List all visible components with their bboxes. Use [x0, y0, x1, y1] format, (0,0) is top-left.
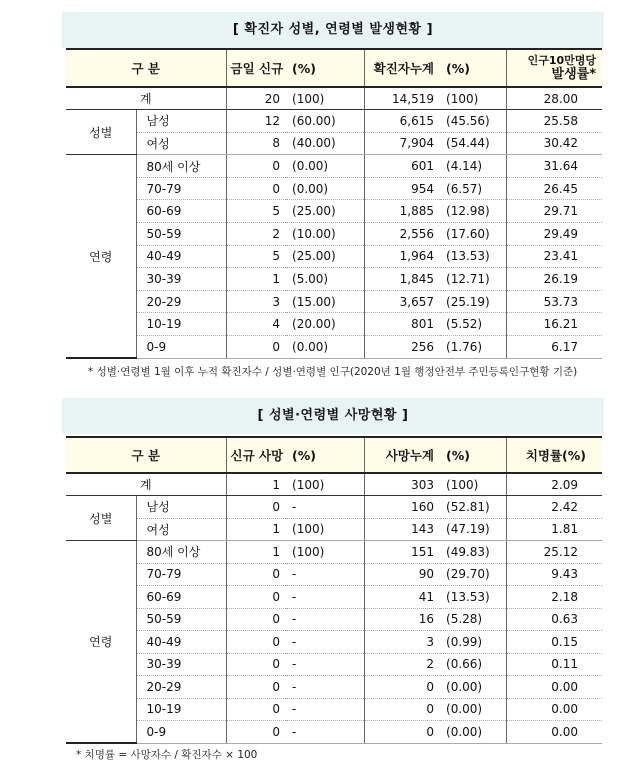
table-body	[66, 87, 602, 358]
cumulative-pct: (0.00)	[440, 721, 506, 744]
new-pct: -	[286, 608, 364, 631]
row-label: 여성	[136, 132, 226, 155]
cumulative-pct: (17.60)	[440, 223, 506, 246]
table-row-age	[66, 223, 602, 246]
section1-title: [ 확진자 성별, 연령별 발생현황 ]	[62, 12, 604, 48]
rate-value: 16.21	[506, 313, 602, 336]
new-pct: (15.00)	[286, 290, 364, 313]
rate-value: 29.49	[506, 223, 602, 246]
rate-value: 25.12	[506, 541, 602, 564]
new-pct: (100)	[286, 87, 364, 110]
new-count: 0	[226, 586, 286, 609]
table-row-gender	[66, 496, 602, 519]
cumulative-count: 14,519	[364, 87, 440, 110]
cumulative-pct: (5.28)	[440, 608, 506, 631]
table-row-age	[66, 155, 602, 178]
row-label: 50-59	[136, 608, 226, 631]
rate-value: 31.64	[506, 155, 602, 178]
new-count: 20	[226, 87, 286, 110]
new-pct: (0.00)	[286, 155, 364, 178]
section2-footnote: * 치명률 = 사망자수 / 확진자수 × 100	[76, 749, 258, 761]
rate-value: 2.18	[506, 586, 602, 609]
cumulative-count: 7,904	[364, 132, 440, 155]
cumulative-count: 16	[364, 608, 440, 631]
cumulative-count: 954	[364, 177, 440, 200]
table-body	[66, 473, 602, 743]
cumulative-pct: (47.19)	[440, 518, 506, 541]
rate-value: 6.17	[506, 336, 602, 359]
new-pct: (0.00)	[286, 336, 364, 359]
cumulative-count: 801	[364, 313, 440, 336]
new-pct: (100)	[286, 541, 364, 564]
table-row-gender	[66, 110, 602, 133]
row-label: 40-49	[136, 245, 226, 268]
cumulative-pct: (6.57)	[440, 177, 506, 200]
table-row-age	[66, 608, 602, 631]
new-count: 0	[226, 336, 286, 359]
cumulative-pct: (0.00)	[440, 698, 506, 721]
section1-footnote: * 성별·연령별 1월 이후 누적 확진자수 / 성별·연령별 인구(2020년 1월 행정안전부 주민등록인구현황 기준)	[88, 366, 578, 378]
table-row-age	[66, 563, 602, 586]
cumulative-pct: (100)	[440, 87, 506, 110]
header-category: 구 분	[66, 49, 226, 87]
new-pct: (40.00)	[286, 132, 364, 155]
confirmed-cases-table	[66, 48, 602, 359]
cumulative-pct: (49.83)	[440, 541, 506, 564]
cumulative-count: 3,657	[364, 290, 440, 313]
rate-value: 25.58	[506, 110, 602, 133]
table-row-age	[66, 721, 602, 744]
row-label: 80세 이상	[136, 155, 226, 178]
row-label: 남성	[136, 110, 226, 133]
rate-value: 0.63	[506, 608, 602, 631]
new-count: 0	[226, 631, 286, 654]
header-pct2: (%)	[440, 49, 506, 87]
new-count: 0	[226, 676, 286, 699]
rate-value: 9.43	[506, 563, 602, 586]
row-label: 여성	[136, 518, 226, 541]
rate-value: 23.41	[506, 245, 602, 268]
rate-value: 0.15	[506, 631, 602, 654]
new-count: 0	[226, 608, 286, 631]
cumulative-count: 90	[364, 563, 440, 586]
new-pct: (60.00)	[286, 110, 364, 133]
new-count: 1	[226, 268, 286, 291]
table-row-age	[66, 200, 602, 223]
cumulative-pct: (1.76)	[440, 336, 506, 359]
table-row-age	[66, 676, 602, 699]
cumulative-count: 256	[364, 336, 440, 359]
cumulative-count: 151	[364, 541, 440, 564]
header-cumulative: 사망누계	[364, 437, 440, 473]
header-cumulative: 확진자누계	[364, 49, 440, 87]
cumulative-count: 303	[364, 473, 440, 496]
row-label-total: 계	[66, 87, 226, 110]
table-row-age	[66, 177, 602, 200]
table-row-age	[66, 290, 602, 313]
header-rate	[506, 49, 602, 87]
rate-value: 0.00	[506, 698, 602, 721]
new-pct: -	[286, 721, 364, 744]
cumulative-pct: (13.53)	[440, 245, 506, 268]
cumulative-count: 143	[364, 518, 440, 541]
cumulative-pct: (54.44)	[440, 132, 506, 155]
cumulative-pct: (52.81)	[440, 496, 506, 519]
new-count: 0	[226, 653, 286, 676]
rate-value: 2.42	[506, 496, 602, 519]
rate-value: 29.71	[506, 200, 602, 223]
deaths-table	[66, 436, 602, 744]
rate-value: 28.00	[506, 87, 602, 110]
header-row	[66, 437, 602, 473]
cumulative-pct: (13.53)	[440, 586, 506, 609]
rate-value: 2.09	[506, 473, 602, 496]
table-row-age	[66, 268, 602, 291]
cumulative-count: 0	[364, 698, 440, 721]
rate-value: 26.19	[506, 268, 602, 291]
cumulative-count: 2	[364, 653, 440, 676]
new-count: 0	[226, 698, 286, 721]
group-label-age: 연령	[66, 155, 136, 358]
new-count: 8	[226, 132, 286, 155]
new-pct: (25.00)	[286, 200, 364, 223]
new-pct: (25.00)	[286, 245, 364, 268]
table-row-age	[66, 541, 602, 564]
new-count: 3	[226, 290, 286, 313]
rate-value: 30.42	[506, 132, 602, 155]
group-label-gender: 성별	[66, 496, 136, 541]
rate-value: 1.81	[506, 518, 602, 541]
header-new-death: 신규 사망	[226, 437, 286, 473]
cumulative-count: 601	[364, 155, 440, 178]
new-pct: -	[286, 563, 364, 586]
cumulative-pct: (12.71)	[440, 268, 506, 291]
cumulative-pct: (4.14)	[440, 155, 506, 178]
group-label-age: 연령	[66, 541, 136, 744]
new-pct: (100)	[286, 518, 364, 541]
new-count: 5	[226, 245, 286, 268]
cumulative-count: 0	[364, 721, 440, 744]
cumulative-count: 3	[364, 631, 440, 654]
rate-value: 0.11	[506, 653, 602, 676]
new-pct: -	[286, 631, 364, 654]
cumulative-count: 1,885	[364, 200, 440, 223]
table-row-total	[66, 87, 602, 110]
new-count: 5	[226, 200, 286, 223]
new-count: 1	[226, 541, 286, 564]
cumulative-pct: (12.98)	[440, 200, 506, 223]
header-pct1: (%)	[286, 437, 364, 473]
new-count: 4	[226, 313, 286, 336]
header-category: 구 분	[66, 437, 226, 473]
row-label: 0-9	[136, 336, 226, 359]
rate-value: 0.00	[506, 721, 602, 744]
rate-value: 0.00	[506, 676, 602, 699]
new-pct: -	[286, 698, 364, 721]
header-rate-line2: 발생률*	[551, 67, 597, 82]
new-pct: (100)	[286, 473, 364, 496]
rate-value: 26.45	[506, 177, 602, 200]
row-label: 50-59	[136, 223, 226, 246]
cumulative-pct: (45.56)	[440, 110, 506, 133]
row-label: 0-9	[136, 721, 226, 744]
row-label: 40-49	[136, 631, 226, 654]
cumulative-pct: (29.70)	[440, 563, 506, 586]
cumulative-count: 160	[364, 496, 440, 519]
header-pct2: (%)	[440, 437, 506, 473]
new-pct: (20.00)	[286, 313, 364, 336]
cumulative-pct: (5.52)	[440, 313, 506, 336]
new-count: 2	[226, 223, 286, 246]
cumulative-pct: (0.00)	[440, 676, 506, 699]
new-count: 0	[226, 177, 286, 200]
header-rate-line1: 인구10만명당	[527, 54, 597, 67]
row-label: 20-29	[136, 676, 226, 699]
new-pct: (5.00)	[286, 268, 364, 291]
header-pct1: (%)	[286, 49, 364, 87]
new-pct: -	[286, 586, 364, 609]
new-pct: -	[286, 676, 364, 699]
row-label: 20-29	[136, 290, 226, 313]
new-count: 0	[226, 496, 286, 519]
table-row-age	[66, 245, 602, 268]
cumulative-count: 6,615	[364, 110, 440, 133]
cumulative-pct: (25.19)	[440, 290, 506, 313]
new-count: 0	[226, 721, 286, 744]
cumulative-pct: (100)	[440, 473, 506, 496]
row-label: 60-69	[136, 200, 226, 223]
row-label: 70-79	[136, 177, 226, 200]
new-count: 0	[226, 155, 286, 178]
row-label: 30-39	[136, 653, 226, 676]
cumulative-count: 1,964	[364, 245, 440, 268]
table-row-gender	[66, 518, 602, 541]
table-row-age	[66, 336, 602, 359]
new-count: 12	[226, 110, 286, 133]
new-pct: -	[286, 496, 364, 519]
table-row-age	[66, 586, 602, 609]
new-pct: (0.00)	[286, 177, 364, 200]
header-row	[66, 49, 602, 87]
cumulative-pct: (0.99)	[440, 631, 506, 654]
table-row-total	[66, 473, 602, 496]
row-label: 80세 이상	[136, 541, 226, 564]
table-row-age	[66, 653, 602, 676]
header-new-today: 금일 신규	[226, 49, 286, 87]
table-row-age	[66, 698, 602, 721]
row-label: 60-69	[136, 586, 226, 609]
table-row-age	[66, 313, 602, 336]
cumulative-count: 2,556	[364, 223, 440, 246]
header-fatality: 치명률(%)	[506, 437, 602, 473]
cumulative-pct: (0.66)	[440, 653, 506, 676]
row-label-total: 계	[66, 473, 226, 496]
rate-value: 53.73	[506, 290, 602, 313]
row-label: 10-19	[136, 313, 226, 336]
row-label: 30-39	[136, 268, 226, 291]
new-count: 0	[226, 563, 286, 586]
cumulative-count: 41	[364, 586, 440, 609]
row-label: 10-19	[136, 698, 226, 721]
group-label-gender: 성별	[66, 110, 136, 155]
new-pct: (10.00)	[286, 223, 364, 246]
cumulative-count: 0	[364, 676, 440, 699]
table-row-age	[66, 631, 602, 654]
section2-title: [ 성별·연령별 사망현황 ]	[62, 398, 604, 434]
new-count: 1	[226, 473, 286, 496]
cumulative-count: 1,845	[364, 268, 440, 291]
new-count: 1	[226, 518, 286, 541]
new-pct: -	[286, 653, 364, 676]
row-label: 남성	[136, 496, 226, 519]
table-row-gender	[66, 132, 602, 155]
row-label: 70-79	[136, 563, 226, 586]
